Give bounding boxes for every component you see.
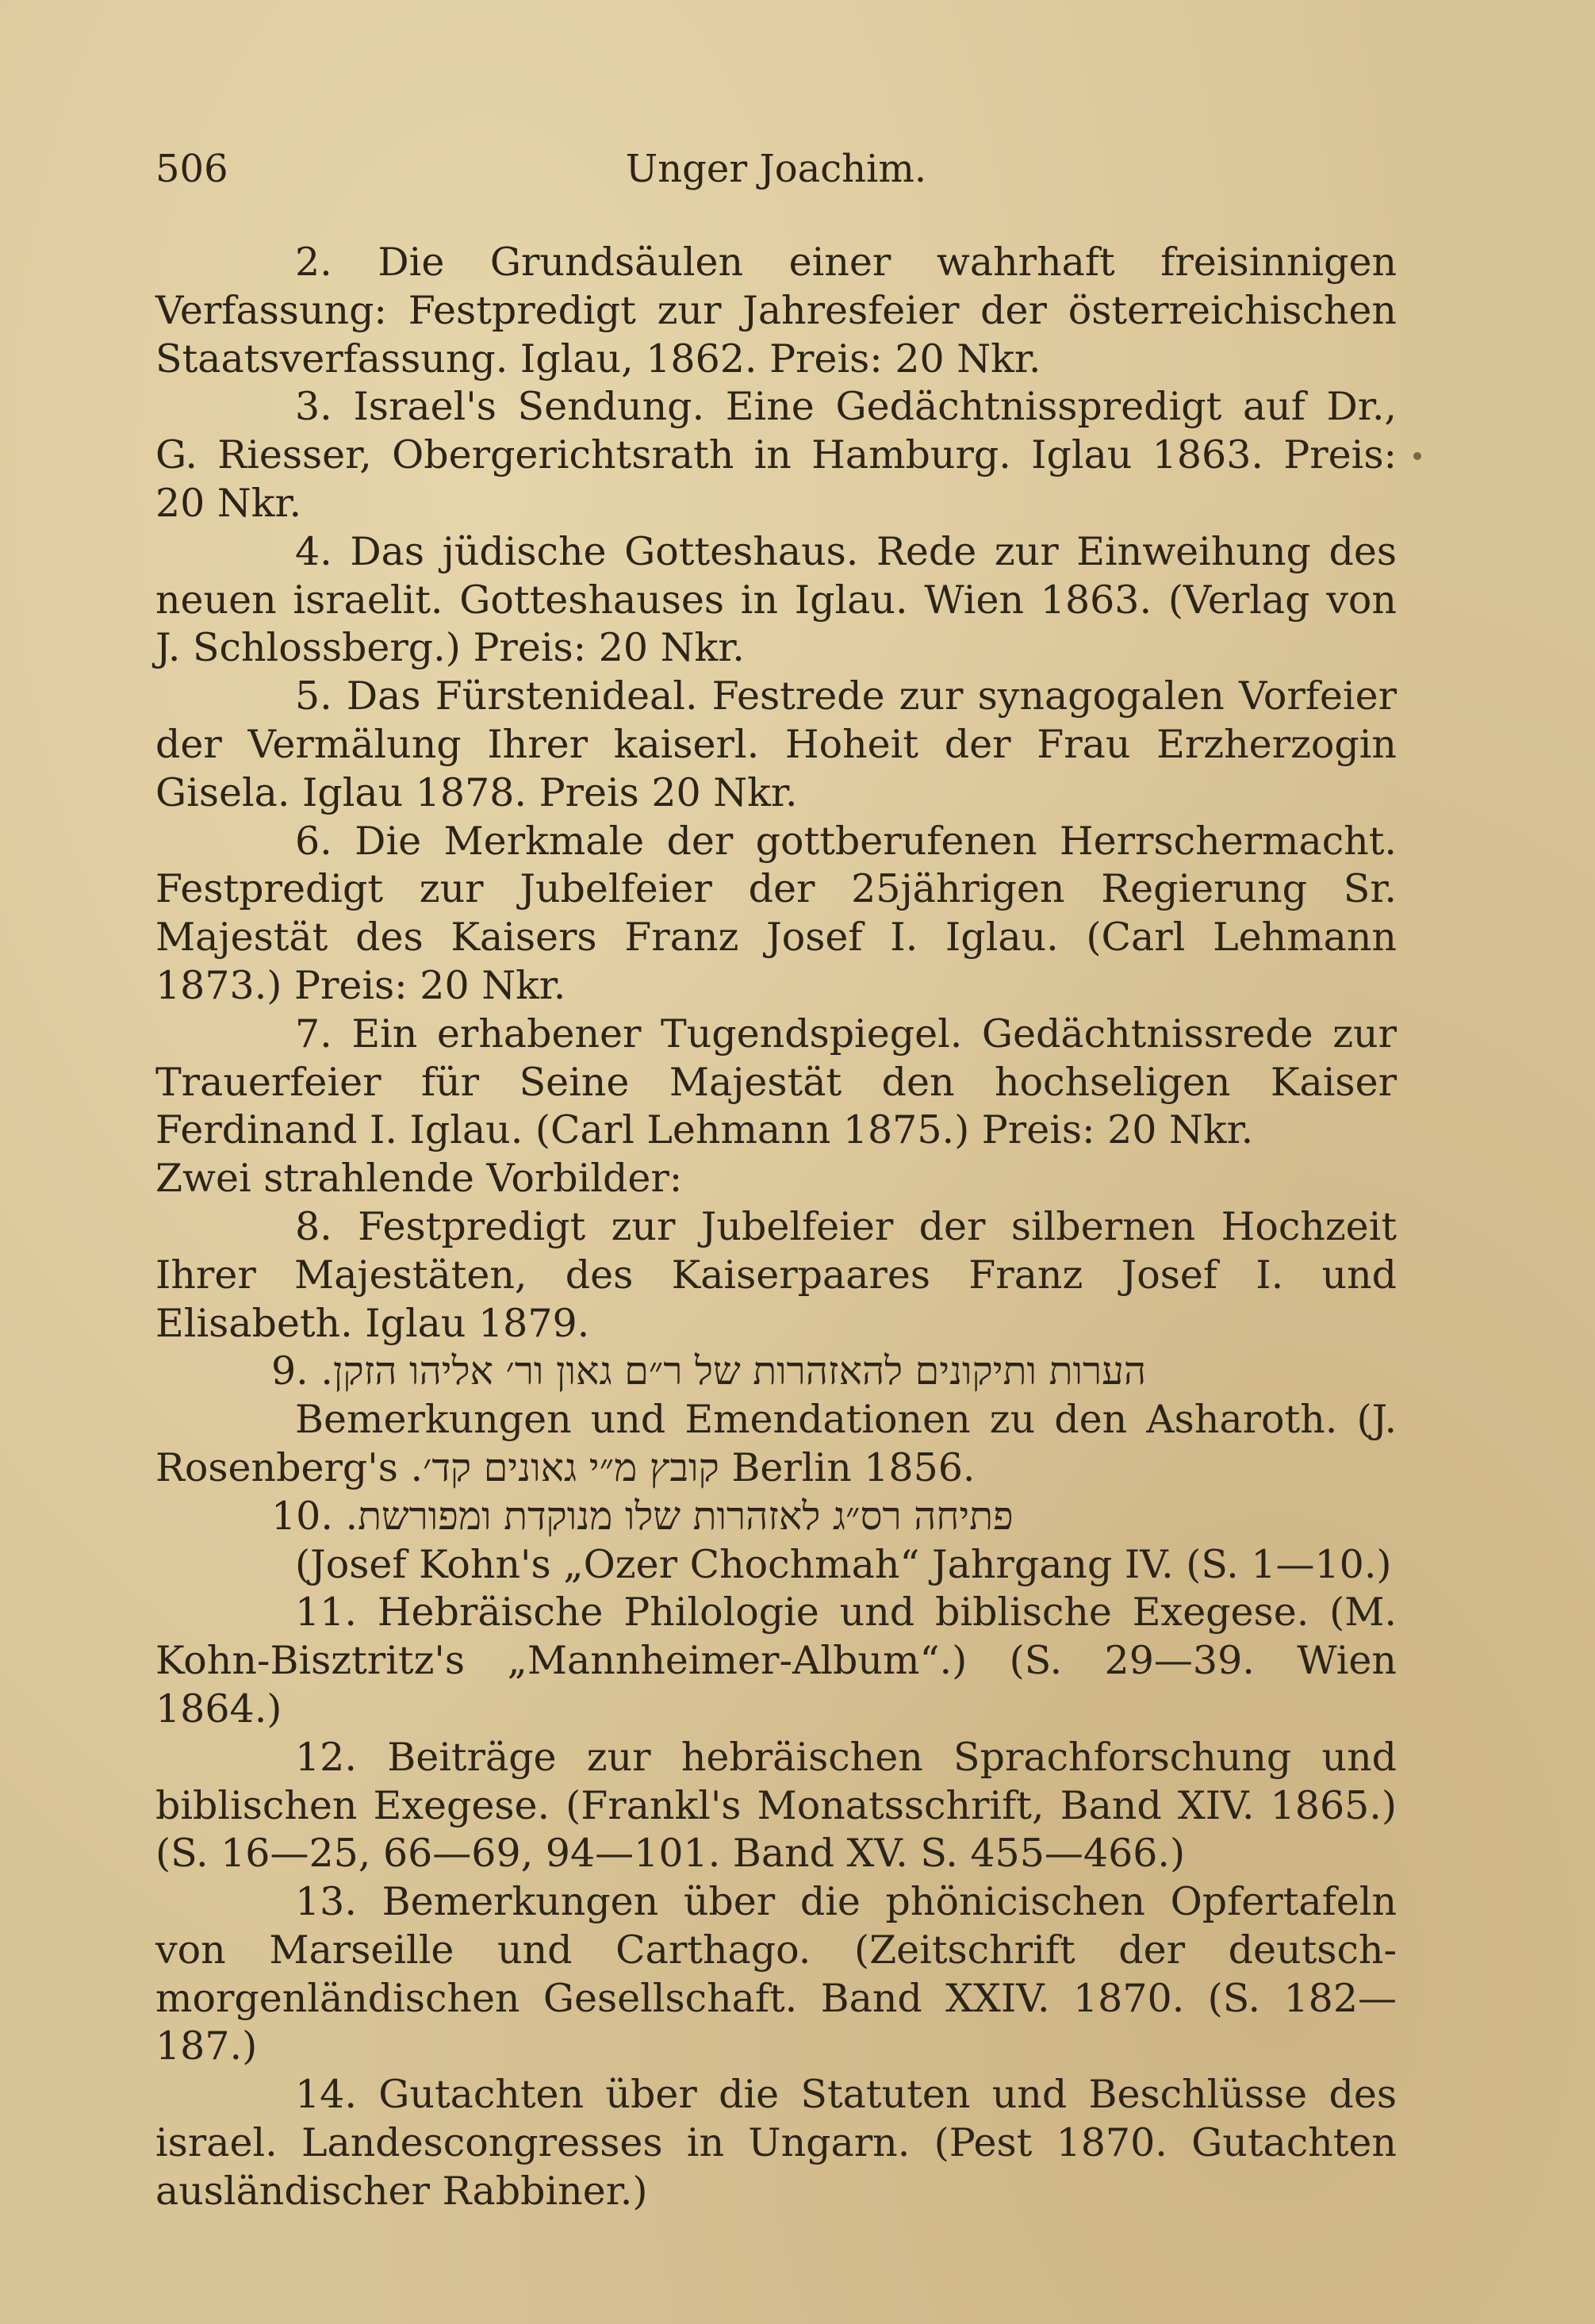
page-number: 506 bbox=[155, 147, 228, 191]
list-item: 7. Ein erhabener Tugendspiegel. Gedächtnissrede zur Trauerfeier für Seine Majestät den hochseligen Kaiser Ferdinand I. Iglau. (Carl Lehmann 1875.) Preis: 20 Nkr. bbox=[155, 1011, 1397, 1153]
page-header bbox=[155, 147, 1397, 202]
ink-spot bbox=[1413, 452, 1421, 460]
bibliography-list bbox=[155, 239, 1397, 2216]
section-note: Zwei strahlende Vorbilder: bbox=[155, 1156, 683, 1202]
list-item: 8. Festpredigt zur Jubelfeier der silbernen Hochzeit Ihrer Majestäten, des Kaiserpaares Franz Josef I. und Elisabeth. Iglau 1879. bbox=[155, 1203, 1398, 1346]
list-item-hebrew-title: 10. פתיחה רס״ג לאזהרות שלו מנוקדת ומפורשת. bbox=[271, 1493, 1014, 1539]
list-item: 14. Gutachten über die Statuten und Beschlüsse des israel. Landescongresses in Ungarn. (Pest 1870. Gutachten ausländischer Rabbiner.) bbox=[155, 2072, 1397, 2214]
page bbox=[155, 147, 1397, 2216]
list-item: 4. Das jüdische Gotteshaus. Rede zur Einweihung des neuen israelit. Gotteshauses in Iglau. Wien 1863. (Verlag von J. Schlossberg.) Preis: 20 Nkr. bbox=[155, 528, 1397, 671]
list-item: 11. Hebräische Philologie und biblische Exegese. (M. Kohn-Bisztritz's „Mannheimer-Album“.) (S. 29—39. Wien 1864.) bbox=[155, 1590, 1398, 1731]
list-item-source: (Josef Kohn's „Ozer Chochmah“ Jahrgang IV. (S. 1—10.) bbox=[295, 1541, 1392, 1587]
list-item-translation: Bemerkungen und Emendationen zu den Asharoth. (J. Rosenberg's קובץ מ״י גאונים קד׳. Berlin 1856. bbox=[155, 1397, 1398, 1490]
list-item: 6. Die Merkmale der gottberufenen Herrschermacht. Festpredigt zur Jubelfeier der 25jährigen Regierung Sr. Majestät des Kaisers Franz Josef I. Iglau. (Carl Lehmann 1873.) Preis: 20 Nkr. bbox=[155, 818, 1397, 1008]
list-item: 13. Bemerkungen über die phönicischen Opfertafeln von Marseille und Carthago. (Zeitschrift der deutsch-morgenländischen Gesellschaft. Band XXIV. 1870. (S. 182—187.) bbox=[155, 1879, 1397, 2069]
list-item: 12. Beiträge zur hebräischen Sprachforschung und biblischen Exegese. (Frankl's Monatsschrift, Band XIV. 1865.) (S. 16—25, 66—69, 94—101. Band XV. S. 455—466.) bbox=[155, 1734, 1397, 1877]
list-item: 3. Israel's Sendung. Eine Gedächtnisspredigt auf Dr., G. Riesser, Obergerichtsrath in Hamburg. Iglau 1863. Preis: 20 Nkr. bbox=[155, 384, 1397, 526]
running-head: Unger Joachim. bbox=[625, 147, 927, 191]
list-item-hebrew-title: 9. הערות ותיקונים להאזהרות של ר״ם גאון ור׳ אליהו הזקן. bbox=[271, 1348, 1147, 1394]
list-item: 2. Die Grundsäulen einer wahrhaft freisinnigen Verfassung: Festpredigt zur Jahresfeier der österreichischen Staatsverfassung. Iglau, 1862. Preis: 20 Nkr. bbox=[155, 240, 1398, 382]
list-item: 5. Das Fürstenideal. Festrede zur synagogalen Vorfeier der Vermälung Ihrer kaiserl. Hoheit der Frau Erzherzogin Gisela. Iglau 1878. Preis 20 Nkr. bbox=[155, 673, 1398, 815]
